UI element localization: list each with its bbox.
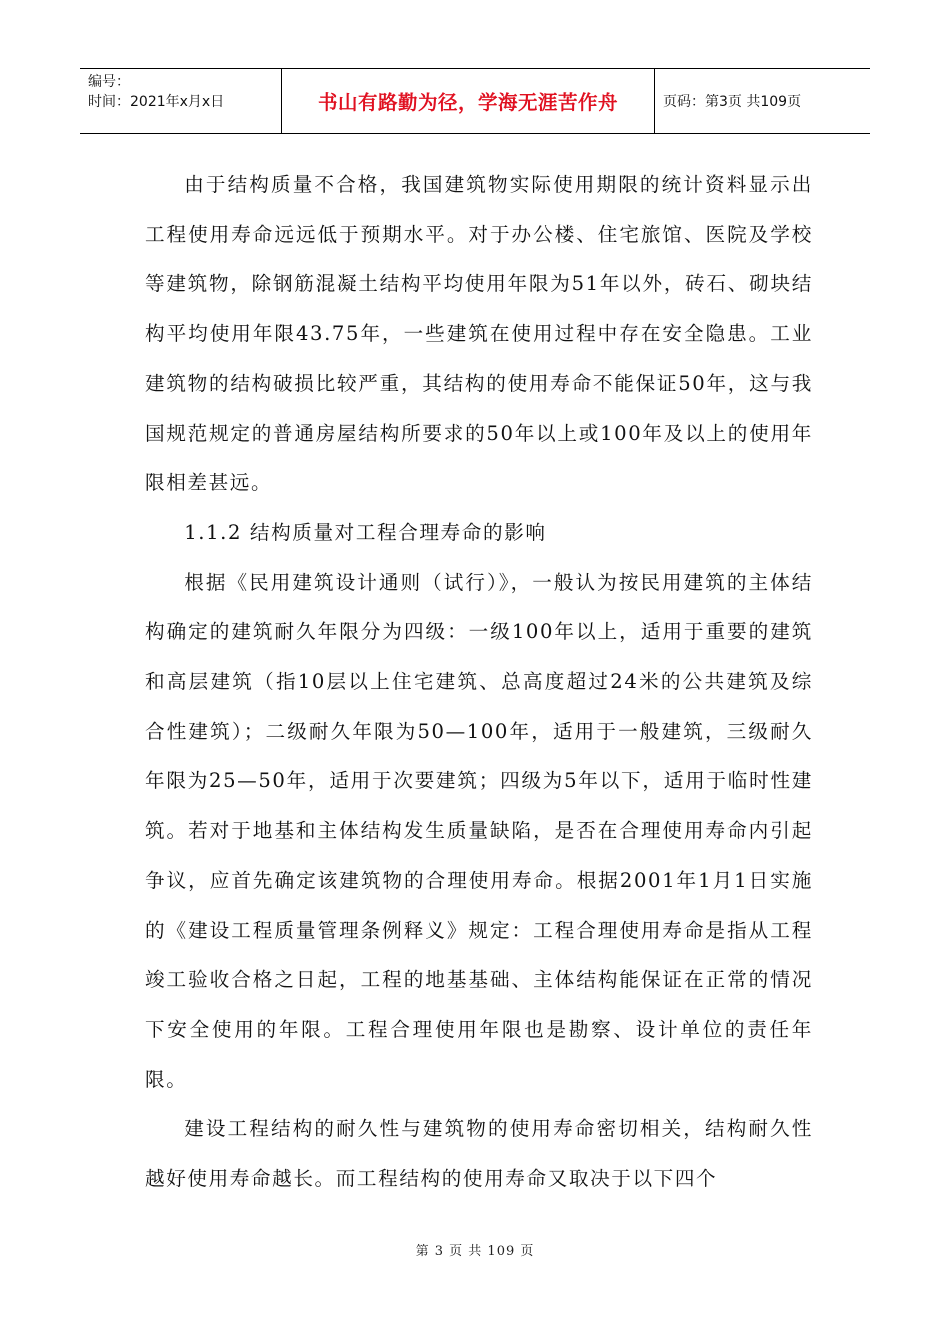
document-time-label: 时间：2021年x月x日 — [88, 94, 225, 110]
document-body — [145, 160, 813, 1204]
page-header — [80, 68, 870, 134]
page-footer: 第 3 页 共 109 页 — [415, 1244, 535, 1259]
header-page-code: 页码：第3页 共109页 — [663, 94, 802, 110]
header-motto: 书山有路勤为径，学海无涯苦作舟 — [282, 69, 655, 133]
section-heading-1-1-2: 1.1.2 结构质量对工程合理寿命的影响 — [184, 520, 547, 544]
document-number-label: 编号： — [88, 74, 130, 90]
paragraph-lifespan-statistics: 由于结构质量不合格，我国建筑物实际使用期限的统计资料显示出工程使用寿命远远低于预期水平。对于办公楼、住宅旅馆、医院及学校等建筑物，除钢筋混凝土结构平均使用年限为51年以外，砖石、砌块结构平均使用年限43.75年，一些建筑在使用过程中存在安全隐患。工业建筑物的结构破损比较严重，其结构的使用寿命不能保证50年，这与我国规范规定的普通房屋结构所要求的50年以上或100年及以上的使用年限相差甚远。 — [145, 173, 813, 495]
header-left-cell — [80, 69, 282, 133]
paragraph-durability-grades: 根据《民用建筑设计通则（试行）》，一般认为按民用建筑的主体结构确定的建筑耐久年限分为四级：一级100年以上，适用于重要的建筑和高层建筑（指10层以上住宅建筑、总高度超过24米的公共建筑及综合性建筑）；二级耐久年限为50—100年，适用于一般建筑，三级耐久年限为25—50年，适用于次要建筑；四级为5年以下，适用于临时性建筑。若对于地基和主体结构发生质量缺陷，是否在合理使用寿命内引起争议，应首先确定该建筑物的合理使用寿命。根据2001年1月1日实施的《建设工程质量管理条例释义》规定：工程合理使用寿命是指从工程竣工验收合格之日起，工程的地基基础、主体结构能保证在正常的情况下安全使用的年限。工程合理使用年限也是勘察、设计单位的责任年限。 — [145, 570, 813, 1091]
paragraph-durability-factors: 建设工程结构的耐久性与建筑物的使用寿命密切相关，结构耐久性越好使用寿命越长。而工程结构的使用寿命又取决于以下四个 — [145, 1117, 813, 1191]
